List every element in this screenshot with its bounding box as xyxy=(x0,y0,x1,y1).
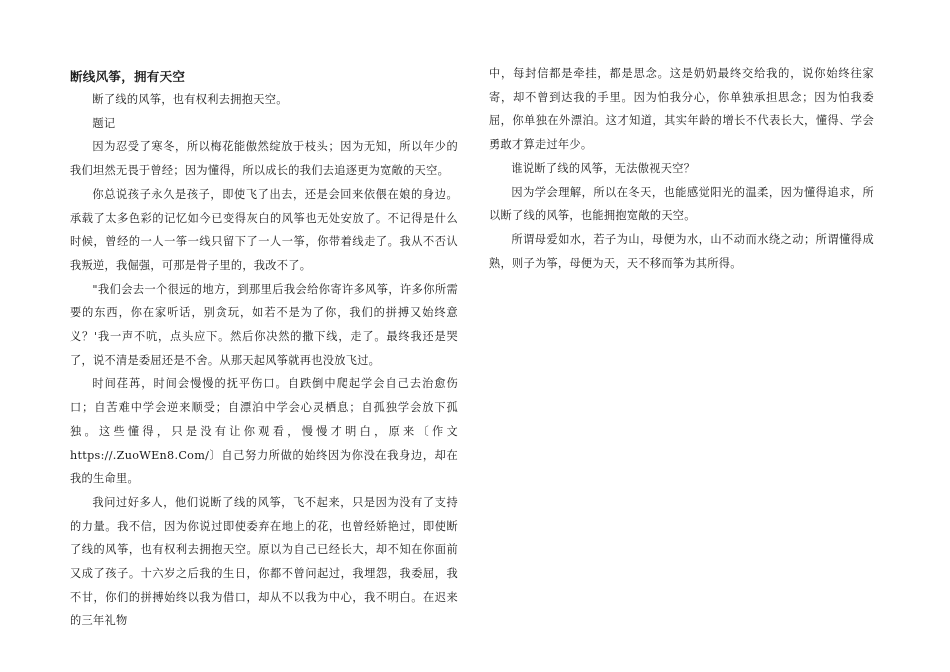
left-column xyxy=(70,66,458,633)
paragraph-continued: 中，每封信都是牵挂，都是思念。这是奶奶最终交给我的，说你始终往家寄，却不曾到达我的手里。因为怕我分心，你单独承担思念；因为怕我委屈，你单独在外漂泊。这才知道，其实年龄的增长不代表长大，懂得、学会勇敢才算走过年少。 xyxy=(489,67,874,152)
paragraph: 谁说断了线的风筝，无法傲视天空？ xyxy=(511,161,696,175)
paragraph: 时间荏苒，时间会慢慢的抚平伤口。自跌倒中爬起学会自己去治愈伤口；自苦难中学会逆来顺受；自漂泊中学会心灵栖息；自孤独学会放下孤独。这些懂得，只是没有让你观看，慢慢才明白，原来〔作文https://.ZuoWEn8.Com/〕自己努力所做的始终因为你没在我身边，却在我的生命里。 xyxy=(70,377,458,486)
paragraph: 我问过好多人，他们说断了线的风筝，飞不起来，只是因为没有了支持的力量。我不信，因为你说过即使委弃在地上的花，也曾经娇艳过，即使断了线的风筝，也有权利去拥抱天空。原以为自己已经长大，却不知在你面前又成了孩子。十六岁之后我的生日，你都不曾问起过，我埋怨，我委屈，我不甘，你们的拼搏始终以我为借口，却从不以我为中心，我不明白。在迟来的三年礼物 xyxy=(70,495,458,628)
epigraph-label: 题记 xyxy=(92,116,116,130)
paragraph: 所谓母爱如水，若子为山，母便为水，山不动而水绕之动；所谓懂得成熟，则子为筝，母便为天，天不移而筝为其所得。 xyxy=(489,232,874,270)
paragraph: 因为忍受了寒冬，所以梅花能傲然绽放于枝头；因为无知，所以年少的我们坦然无畏于曾经；因为懂得，所以成长的我们去追逐更为宽敞的天空。 xyxy=(70,140,458,178)
epigraph: 断了线的风筝，也有权利去拥抱天空。 xyxy=(92,93,288,106)
paragraph: 你总说孩子永久是孩子，即使飞了出去，还是会回来依偎在娘的身边。承载了太多色彩的记忆如今已变得灰白的风筝也无处安放了。不记得是什么时候，曾经的一人一筝一线只留下了一人一筝，你带着线走了。我从不否认我叛逆，我倔强，可那是骨子里的，我改不了。 xyxy=(70,187,458,272)
document-title: 断线风筝，拥有天空 xyxy=(70,69,186,84)
paragraph: 因为学会理解，所以在冬天，也能感觉阳光的温柔，因为懂得追求，所以断了线的风筝，也能拥抱宽敞的天空。 xyxy=(489,185,874,223)
paragraph: "我们会去一个很远的地方，到那里后我会给你寄许多风筝，许多你所需要的东西，你在家听话，别贪玩，如若不是为了你，我们的拼搏又始终意义？'我一声不吭，点头应下。然后你决然的撒下线，走了。最终我还是哭了，说不清是委屈还是不舍。从那天起风筝就再也没放飞过。 xyxy=(70,282,458,367)
right-column xyxy=(489,62,874,275)
